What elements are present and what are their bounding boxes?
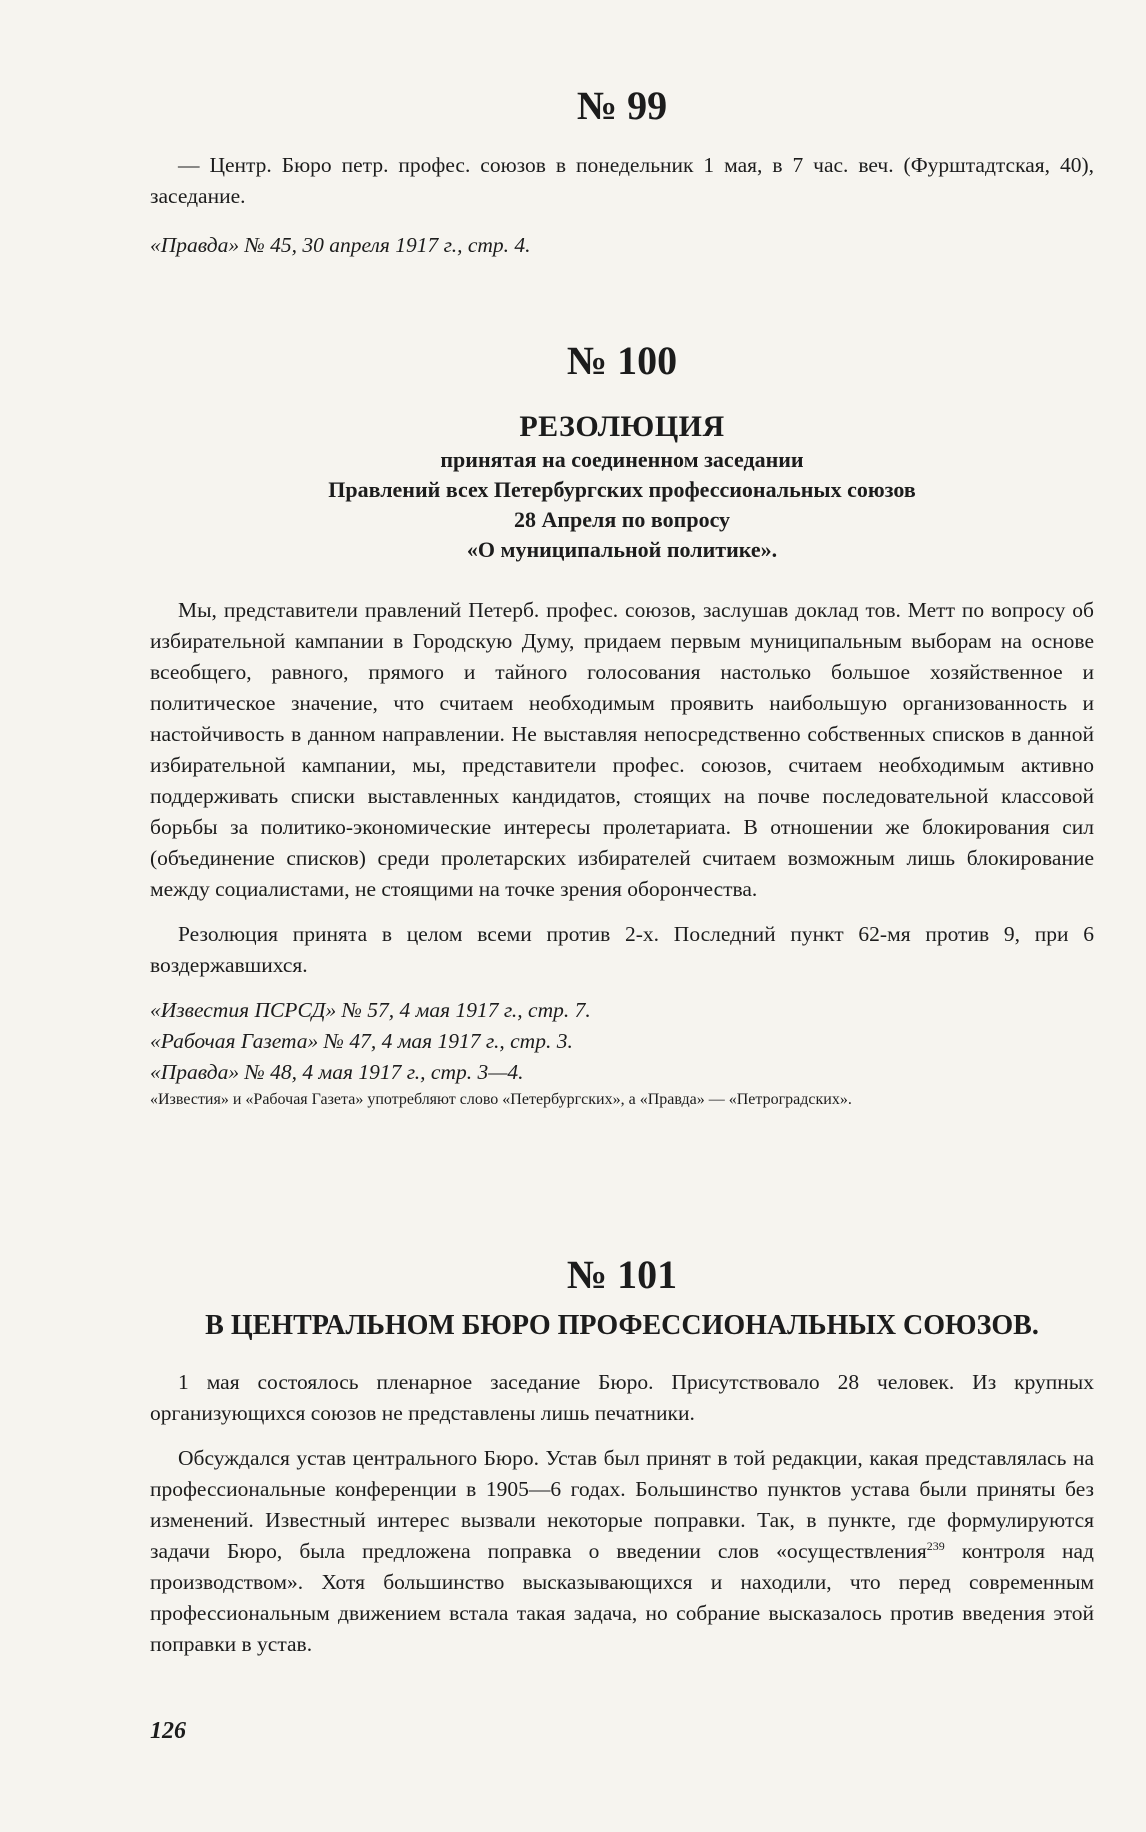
article-paragraph: 1 мая состоялось пленарное заседание Бюро. Присутствовало 28 человек. Из крупных организующихся союзов не представлены лишь печатники.: [150, 1370, 1094, 1425]
document-101: [150, 1251, 1094, 1660]
paragraph-text: контроля над производством». Хотя большинство высказывающихся и находили, что перед современным профессиональным движением встала такая задача, но собрание высказалось против введения этой поправки в устав.: [150, 1539, 1094, 1656]
document-number: № 100: [566, 338, 678, 383]
document-number: № 99: [576, 83, 668, 128]
document-99: [150, 82, 1094, 261]
document-100: [150, 337, 1094, 1111]
subtitle-line: 28 Апреля по вопросу: [513, 507, 731, 532]
editorial-note: «Известия» и «Рабочая Газета» употребляют слово «Петербургских», а «Правда» — «Петроградских».: [150, 1091, 852, 1108]
footnote-marker: 239: [926, 1538, 945, 1553]
resolution-title: РЕЗОЛЮЦИЯ: [519, 410, 725, 443]
subtitle-line: «О муниципальной политике».: [466, 537, 778, 562]
source-citation: «Рабочая Газета» № 47, 4 мая 1917 г., стр. 3.: [150, 1029, 573, 1053]
announcement-text: — Центр. Бюро петр. профес. союзов в понедельник 1 мая, в 7 час. веч. (Фурштадтская, 40), заседание.: [150, 153, 1094, 208]
page-number: 126: [150, 1718, 186, 1744]
source-citation: «Правда» № 45, 30 апреля 1917 г., стр. 4.: [150, 233, 531, 257]
source-citation: «Известия ПСРСД» № 57, 4 мая 1917 г., стр. 7.: [150, 998, 591, 1022]
resolution-body: Мы, представители правлений Петерб. профес. союзов, заслушав доклад тов. Метт по вопросу об избирательной кампании в Городскую Думу, придаем первым муниципальным выборам на основе всеобщего, равного, прямого и тайного голосования настолько большое хозяйственное и политическое значение, что считаем необходимым проявить наибольшую организованность и настойчивость в данном направлении. Не выставляя непосредственно собственных списков в данной избирательной кампании, мы, представители профес. союзов, считаем необходимым активно поддерживать списки выставленных кандидатов, стоящих на почве последовательной классовой борьбы за политико-экономические интересы пролетариата. В отношении же блокирования сил (объединение списков) среди пролетарских избирателей считаем возможным лишь блокирование между социалистами, не стоящими на точке зрения оборончества.: [150, 598, 1094, 901]
article-paragraph: [150, 1443, 1094, 1660]
subtitle-line: принятая на соединенном заседании: [440, 447, 804, 472]
paragraph-text: Обсуждался устав центрального Бюро. Устав был принят в той редакции, какая представлялась на профессиональные конференции в 1905—6 годах. Большинство пунктов устава были приняты без изменений. Известный интерес вызвали некоторые поправки. Так, в пункте, где формулируются задачи Бюро, была предложена поправка о введении слов «осуществления: [150, 1446, 1094, 1563]
document-number: № 101: [566, 1252, 678, 1297]
vote-result: Резолюция принята в целом всеми против 2-х. Последний пункт 62-мя против 9, при 6 воздержавшихся.: [150, 922, 1094, 977]
source-citation: «Правда» № 48, 4 мая 1917 г., стр. 3—4.: [150, 1060, 524, 1084]
article-title: В ЦЕНТРАЛЬНОМ БЮРО ПРОФЕССИОНАЛЬНЫХ СОЮЗОВ.: [205, 1310, 1039, 1341]
subtitle-line: Правлений всех Петербургских профессиональных союзов: [328, 477, 916, 502]
resolution-heading: [150, 409, 1094, 565]
